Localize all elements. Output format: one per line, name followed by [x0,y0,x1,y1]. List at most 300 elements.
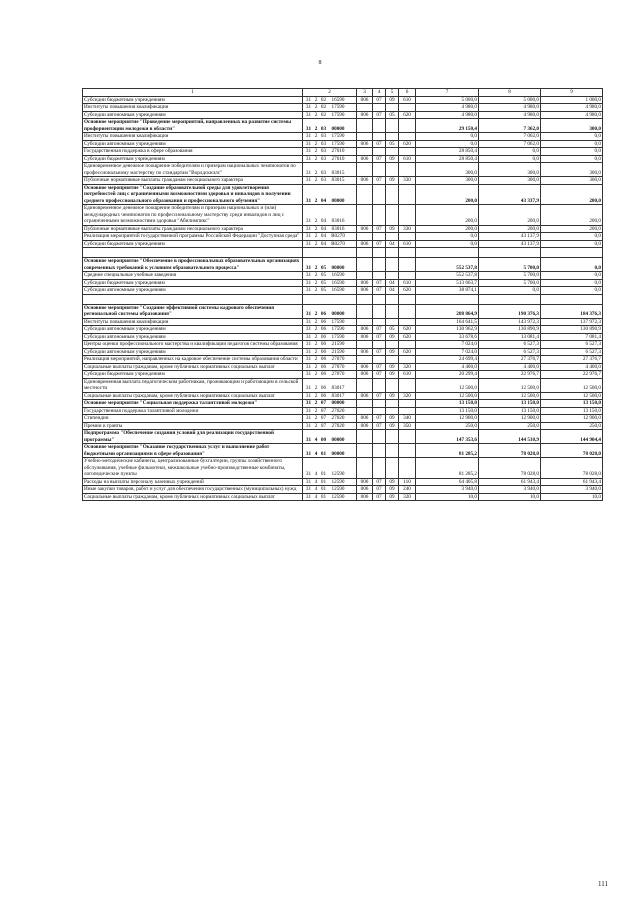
item-name: Субсидии автономным учреждениям [83,333,303,341]
amount-year-2: 0,0 [479,148,541,156]
section-code: 07 [373,279,386,287]
target-article-code [303,225,357,233]
code-part: 31 [305,385,312,391]
grbs-code [357,184,373,205]
code-part: 2 [314,392,318,399]
code-part: 07 [320,422,327,429]
subsection-code [386,104,399,112]
amount-year-2: 43 137,9 [479,233,541,241]
section-code [373,184,386,205]
code-part: 03 [320,125,327,132]
grbs-code: 006 [357,279,373,287]
section-code [373,444,386,458]
subsection-code: 05 [386,326,399,334]
code-part: 31 [305,407,312,414]
table-row [83,333,603,341]
code-part: 31 [305,422,312,429]
grbs-code: 006 [357,326,373,334]
code-part: 2 [314,155,318,162]
code-part: 12590 [331,493,345,500]
code-part: 4 [314,493,318,500]
subsection-code [386,133,399,141]
amount-year-2: 0,0 [479,287,541,295]
grbs-code [357,444,373,458]
table-row [83,444,603,458]
section-code [373,104,386,112]
amount-year-1: 10,0 [416,493,479,501]
code-part: 04 [320,218,327,224]
amount-year-1: 24 699,4 [416,356,479,364]
table-row [83,287,603,295]
subsection-code: 05 [386,140,399,148]
subsection-code [386,430,399,444]
subsection-code [386,258,399,272]
subsection-code: 09 [386,225,399,233]
grbs-code [357,233,373,241]
code-part: 00000 [331,311,345,317]
code-part: 00000 [331,436,345,443]
section-code [373,163,386,177]
item-name: Основное мероприятие "Оказание государственных услуг и выполнение работ бюджетными организациями в сфере образования" [83,444,303,458]
amount-year-1: 552 537,8 [416,258,479,272]
amount-year-3: 1 000,0 [541,96,603,104]
grbs-code [357,133,373,141]
target-article-code [303,478,357,486]
amount-year-1: 28 850,4 [416,155,479,163]
code-part: 31 [305,140,312,147]
expense-type-code: 620 [399,333,416,341]
code-part: 31 [305,436,312,443]
grbs-code: 006 [357,225,373,233]
code-part: 00000 [331,125,345,132]
code-part: 31 [305,272,312,278]
code-part: 31 [305,197,312,204]
code-part: 04 [320,225,327,232]
table-row [83,184,603,205]
amount-year-1: 81 285,2 [416,458,479,479]
code-part: 2 [314,356,318,362]
target-article-code [303,163,357,177]
table-row [83,225,603,233]
table-row [83,400,603,408]
amount-year-3: 3 940,0 [541,486,603,494]
column-number-row [83,89,603,97]
code-part: 31 [305,111,312,118]
item-name: Субсидии бюджетным учреждениям [83,279,303,287]
code-part: R0270 [331,233,345,239]
grbs-code: 006 [357,493,373,501]
amount-year-2: 4 980,0 [479,104,541,112]
code-part: 83017 [331,392,345,399]
target-article-code [303,279,357,287]
code-part: 07 [320,415,327,421]
code-part: 05 [320,287,327,293]
amount-year-3: 0,0 [541,240,603,248]
column-number: 6 [399,89,416,97]
subsection-code [386,304,399,318]
code-part: 00000 [331,400,345,406]
grbs-code [357,341,373,349]
amount-year-2: 250,0 [479,422,541,430]
table-row [83,163,603,177]
expense-type-code [399,205,416,226]
amount-year-2: 4 400,0 [479,363,541,371]
code-part: 2 [314,287,318,293]
code-part: 06 [320,371,327,377]
item-name: Реализация мероприятий, направленных на кадровое обеспечение системы образования области [83,356,303,364]
code-part: 4 [314,486,318,492]
amount-year-1: 38 874,1 [416,287,479,295]
subsection-code: 09 [386,333,399,341]
expense-type-code [399,378,416,392]
item-name: Государственная поддержка талантливой молодежи [83,407,303,415]
code-part: 07 [320,400,327,406]
amount-year-1: 13 150,0 [416,400,479,408]
expense-type-code: 610 [399,240,416,248]
code-part: 83016 [331,218,345,224]
target-article-code [303,348,357,356]
subsection-code [386,458,399,479]
code-part: 12590 [331,471,345,477]
table-row [83,140,603,148]
table-row [83,119,603,133]
code-part: 2 [314,279,318,286]
spacer-row [83,248,603,258]
amount-year-2: 7 062,0 [479,140,541,148]
target-article-code [303,318,357,326]
code-part: 2 [314,272,318,278]
amount-year-2: 200,0 [479,205,541,226]
amount-year-2: 190 376,3 [479,304,541,318]
amount-year-3: 6 527,3 [541,348,603,356]
target-article-code [303,148,357,156]
item-name: Основное мероприятие "Социальная поддержка талантливой молодежи" [83,400,303,408]
amount-year-3: 137 972,3 [541,318,603,326]
code-part: 03 [320,177,327,183]
amount-year-3: 13 150,0 [541,400,603,408]
target-article-code [303,155,357,163]
amount-year-1: 20 299,4 [416,371,479,379]
target-article-code [303,326,357,334]
section-code [373,258,386,272]
grbs-code [357,148,373,156]
item-name: Институты повышения квалификации [83,104,303,112]
code-part: 03 [320,133,327,139]
expense-type-code: 620 [399,140,416,148]
code-part: 83016 [331,225,345,232]
amount-year-3: 7 081,4 [541,333,603,341]
code-part: 04 [320,240,327,247]
code-part: R0270 [331,240,345,247]
amount-year-3: 78 028,0 [541,444,603,458]
code-part: 05 [320,272,327,278]
amount-year-1: 4 400,0 [416,363,479,371]
code-part: 4 [314,478,318,485]
expense-type-code [399,341,416,349]
table-row [83,348,603,356]
code-part: 04 [320,233,327,239]
section-code: 07 [373,363,386,371]
expense-type-code [399,407,416,415]
amount-year-2: 6 527,3 [479,348,541,356]
code-part: 31 [305,326,312,332]
code-part: 17590 [331,104,345,110]
subsection-code: 09 [386,392,399,400]
code-part: 2 [314,371,318,377]
code-part: 2 [314,318,318,325]
amount-year-1: 12 900,0 [416,415,479,423]
amount-year-2: 6 527,3 [479,341,541,349]
code-part: 17590 [331,111,345,118]
expense-type-code: 620 [399,111,416,119]
table-row [83,304,603,318]
code-part: 4 [314,436,318,443]
target-article-code [303,240,357,248]
code-part: 31 [305,348,312,355]
code-part: 03 [320,148,327,154]
section-code [373,400,386,408]
code-part: 27010 [331,148,345,154]
amount-year-2: 7 062,0 [479,133,541,141]
amount-year-1: 4 980,0 [416,111,479,119]
section-code [373,205,386,226]
subsection-code [386,272,399,280]
expense-type-code: 330 [399,225,416,233]
amount-year-2: 22 976,7 [479,371,541,379]
table-row [83,148,603,156]
item-name: Подпрограмма "Обеспечение создания условий для реализации государственной программы" [83,430,303,444]
amount-year-3: 4 980,0 [541,104,603,112]
amount-year-2: 300,0 [479,163,541,177]
subsection-code [386,119,399,133]
table-row [83,155,603,163]
amount-year-3: 4 980,0 [541,111,603,119]
target-article-code [303,356,357,364]
amount-year-1: 4 980,0 [416,104,479,112]
item-name: Субсидии автономным учреждениям [83,348,303,356]
code-part: 01 [320,471,327,477]
code-part: 31 [305,415,312,421]
amount-year-2: 43 137,9 [479,240,541,248]
amount-year-1: 300,0 [416,163,479,177]
expense-type-code [399,318,416,326]
amount-year-2: 0,0 [479,155,541,163]
target-article-code [303,458,357,479]
subsection-code [386,318,399,326]
subsection-code: 09 [386,96,399,104]
section-code [373,356,386,364]
code-part: 00000 [331,450,345,457]
grbs-code: 006 [357,111,373,119]
item-name: Стипендии [83,415,303,423]
subsection-code: 09 [386,478,399,486]
code-part: 2 [314,240,318,247]
target-article-code [303,422,357,430]
code-part: 01 [320,450,327,457]
item-name: Институты повышения квалификации [83,133,303,141]
code-part: 27070 [331,363,345,370]
code-part: 83015 [331,169,345,176]
expense-type-code: 340 [399,415,416,423]
expense-type-code [399,258,416,272]
code-part: 4 [314,450,318,457]
target-article-code [303,140,357,148]
code-part: 31 [305,471,312,477]
amount-year-2: 144 510,9 [479,430,541,444]
code-part: 31 [305,240,312,247]
code-part: 31 [305,493,312,500]
amount-year-1: 164 641,5 [416,318,479,326]
amount-year-2: 27 376,7 [479,356,541,364]
code-part: 31 [305,96,312,103]
table-row [83,422,603,430]
target-article-code [303,304,357,318]
code-part: 31 [305,155,312,162]
amount-year-2: 5 700,0 [479,272,541,280]
section-code [373,133,386,141]
item-name: Социальные выплаты гражданам, кроме публичных нормативных социальных выплат [83,363,303,371]
amount-year-1: 64 405,8 [416,478,479,486]
code-part: 31 [305,400,312,406]
code-part: 06 [320,392,327,399]
code-part: 2 [314,422,318,429]
table-row [83,363,603,371]
amount-year-1: 513 663,7 [416,279,479,287]
code-part: 2 [314,385,318,391]
table-row [83,104,603,112]
amount-year-2: 13 150,0 [479,400,541,408]
code-part: 31 [305,356,312,362]
grbs-code: 006 [357,363,373,371]
table-body [83,96,603,501]
table-row [83,233,603,241]
target-article-code [303,272,357,280]
code-part: 00000 [331,264,345,271]
section-code: 07 [373,96,386,104]
grbs-code: 006 [357,392,373,400]
amount-year-1: 200,0 [416,225,479,233]
section-code: 07 [373,486,386,494]
expense-type-code [399,444,416,458]
target-article-code [303,430,357,444]
subsection-code: 04 [386,287,399,295]
amount-year-3: 0,0 [541,287,603,295]
code-part: 31 [305,225,312,232]
amount-year-1: 0,0 [416,133,479,141]
code-part: 31 [305,333,312,340]
item-name: Социальные выплаты гражданам, кроме публичных нормативных социальных выплат [83,392,303,400]
amount-year-2: 10,0 [479,493,541,501]
section-code [373,407,386,415]
target-article-code [303,415,357,423]
code-part: 2 [314,133,318,139]
amount-year-2: 300,0 [479,177,541,185]
section-code [373,119,386,133]
grbs-code [357,272,373,280]
code-part: 03 [320,155,327,162]
subsection-code: 09 [386,177,399,185]
code-part: 17590 [331,318,345,325]
code-part: 31 [305,133,312,139]
code-part: 06 [320,341,327,347]
code-part: 06 [320,385,327,391]
grbs-code: 006 [357,140,373,148]
code-part: 31 [305,104,312,110]
amount-year-3: 0,0 [541,272,603,280]
table-row [83,378,603,392]
amount-year-3: 144 904,4 [541,430,603,444]
amount-year-2: 7 362,0 [479,119,541,133]
code-part: 03 [320,140,327,147]
item-name: Публичные нормативные выплаты гражданам несоциального характера [83,177,303,185]
amount-year-2: 4 980,0 [479,111,541,119]
code-part: 31 [305,363,312,370]
spacer-row [83,294,603,304]
grbs-code [357,458,373,479]
amount-year-1: 33 678,6 [416,333,479,341]
amount-year-1: 81 285,2 [416,444,479,458]
expense-type-code: 320 [399,363,416,371]
amount-year-3: 300,0 [541,163,603,177]
grbs-code: 006 [357,177,373,185]
target-article-code [303,333,357,341]
amount-year-3: 0,0 [541,133,603,141]
amount-year-3: 130 890,9 [541,326,603,334]
item-name: Основное мероприятие "Создание эффективной системы кадрового обеспечения региональной системы образования" [83,304,303,318]
grbs-code: 006 [357,486,373,494]
expense-type-code: 610 [399,371,416,379]
table-row [83,111,603,119]
column-number: 8 [479,89,541,97]
code-part: 00 [320,436,327,443]
code-part: 16590 [331,272,345,278]
expense-type-code [399,430,416,444]
table-row [83,493,603,501]
amount-year-1: 0,0 [416,240,479,248]
item-name: Субсидии бюджетным учреждениям [83,240,303,248]
section-code: 07 [373,111,386,119]
code-part: 2 [314,96,318,103]
subsection-code: 05 [386,111,399,119]
section-code: 07 [373,478,386,486]
expense-type-code: 620 [399,326,416,334]
expense-type-code: 610 [399,155,416,163]
subsection-code: 09 [386,363,399,371]
subsection-code [386,400,399,408]
code-part: 05 [320,264,327,271]
grbs-code: 006 [357,422,373,430]
code-part: 27020 [331,407,345,414]
item-name: Расходы на выплаты персоналу казенных учреждений [83,478,303,486]
code-part: 31 [305,177,312,183]
grbs-code [357,430,373,444]
amount-year-2: 3 940,0 [479,486,541,494]
item-name: Субсидии автономным учреждениям [83,326,303,334]
code-part: 21590 [331,341,345,347]
item-name: Субсидии бюджетным учреждениям [83,96,303,104]
column-number: 5 [386,89,399,97]
code-part: 00000 [331,197,345,204]
amount-year-3: 0,0 [541,140,603,148]
expense-type-code [399,400,416,408]
subsection-code: 09 [386,493,399,501]
section-code: 07 [373,348,386,356]
table-row [83,478,603,486]
amount-year-3: 27 376,7 [541,356,603,364]
amount-year-2: 78 028,0 [479,444,541,458]
section-code [373,318,386,326]
subsection-code [386,163,399,177]
